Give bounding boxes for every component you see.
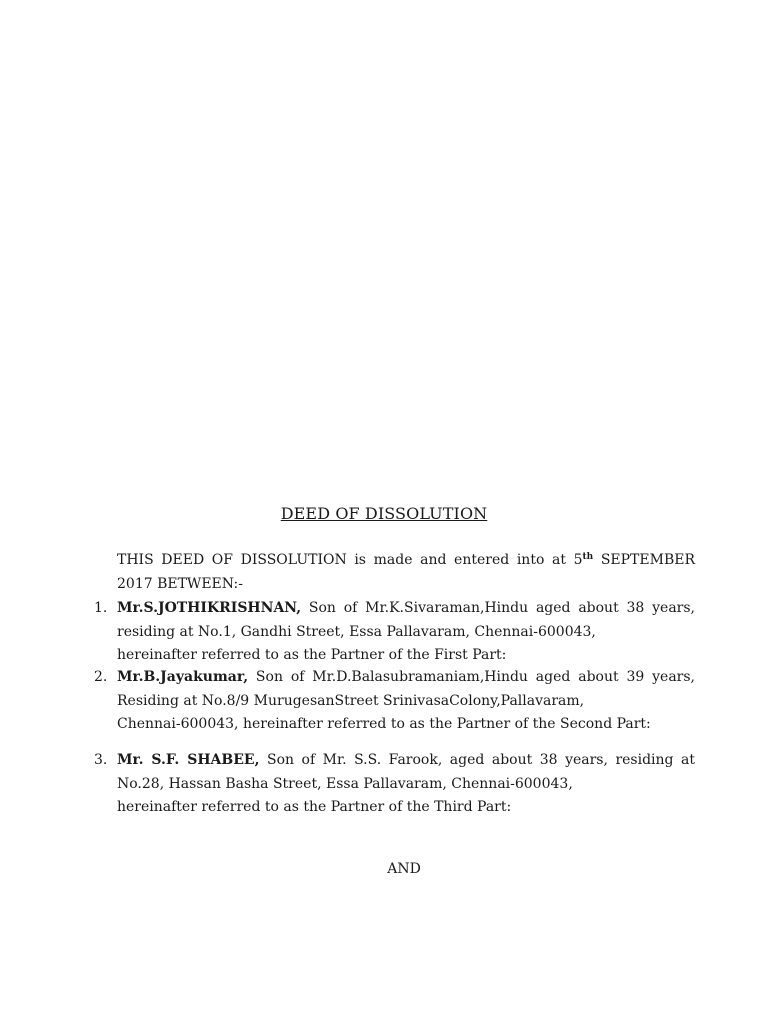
party-role: Chennai-600043, hereinafter referred to as the Partner of the Second Part: <box>117 716 651 732</box>
party-details: Son of Mr.K.Sivaraman,Hindu aged about 38 years, residing at No.1, Gandhi Street, Essa Pallavaram, Chennai-600043, <box>117 600 695 640</box>
intro-superscript: th <box>582 552 594 562</box>
conjunction-and: AND <box>387 861 421 877</box>
party-name: Mr.B.Jayakumar, <box>117 669 249 685</box>
party-number: 3. <box>94 752 108 768</box>
party-content <box>117 597 695 668</box>
party-number: 1. <box>94 600 108 616</box>
intro-paragraph <box>117 549 695 596</box>
party-details: Son of Mr. S.S. Farook, aged about 38 years, residing at No.28, Hassan Basha Street, Essa Pallavaram, Chennai-600043, <box>117 752 695 792</box>
party-role: hereinafter referred to as the Partner of the Third Part: <box>117 799 512 815</box>
document-title: DEED OF DISSOLUTION <box>280 504 488 523</box>
party-content <box>117 749 695 820</box>
party-name: Mr.S.JOTHIKRISHNAN, <box>117 600 302 616</box>
party-number: 2. <box>94 669 108 685</box>
party-name: Mr. S.F. SHABEE, <box>117 752 260 768</box>
party-role: hereinafter referred to as the Partner of the First Part: <box>117 647 507 663</box>
party-content <box>117 666 695 737</box>
intro-text-after: SEPTEMBER 2017 BETWEEN:- <box>117 552 695 592</box>
intro-text-before: THIS DEED OF DISSOLUTION is made and entered into at 5 <box>117 552 583 568</box>
party-details: Son of Mr.D.Balasubramaniam,Hindu aged about 39 years, Residing at No.8/9 MurugesanStreet SrinivasaColony,Pallavaram, <box>117 669 695 709</box>
